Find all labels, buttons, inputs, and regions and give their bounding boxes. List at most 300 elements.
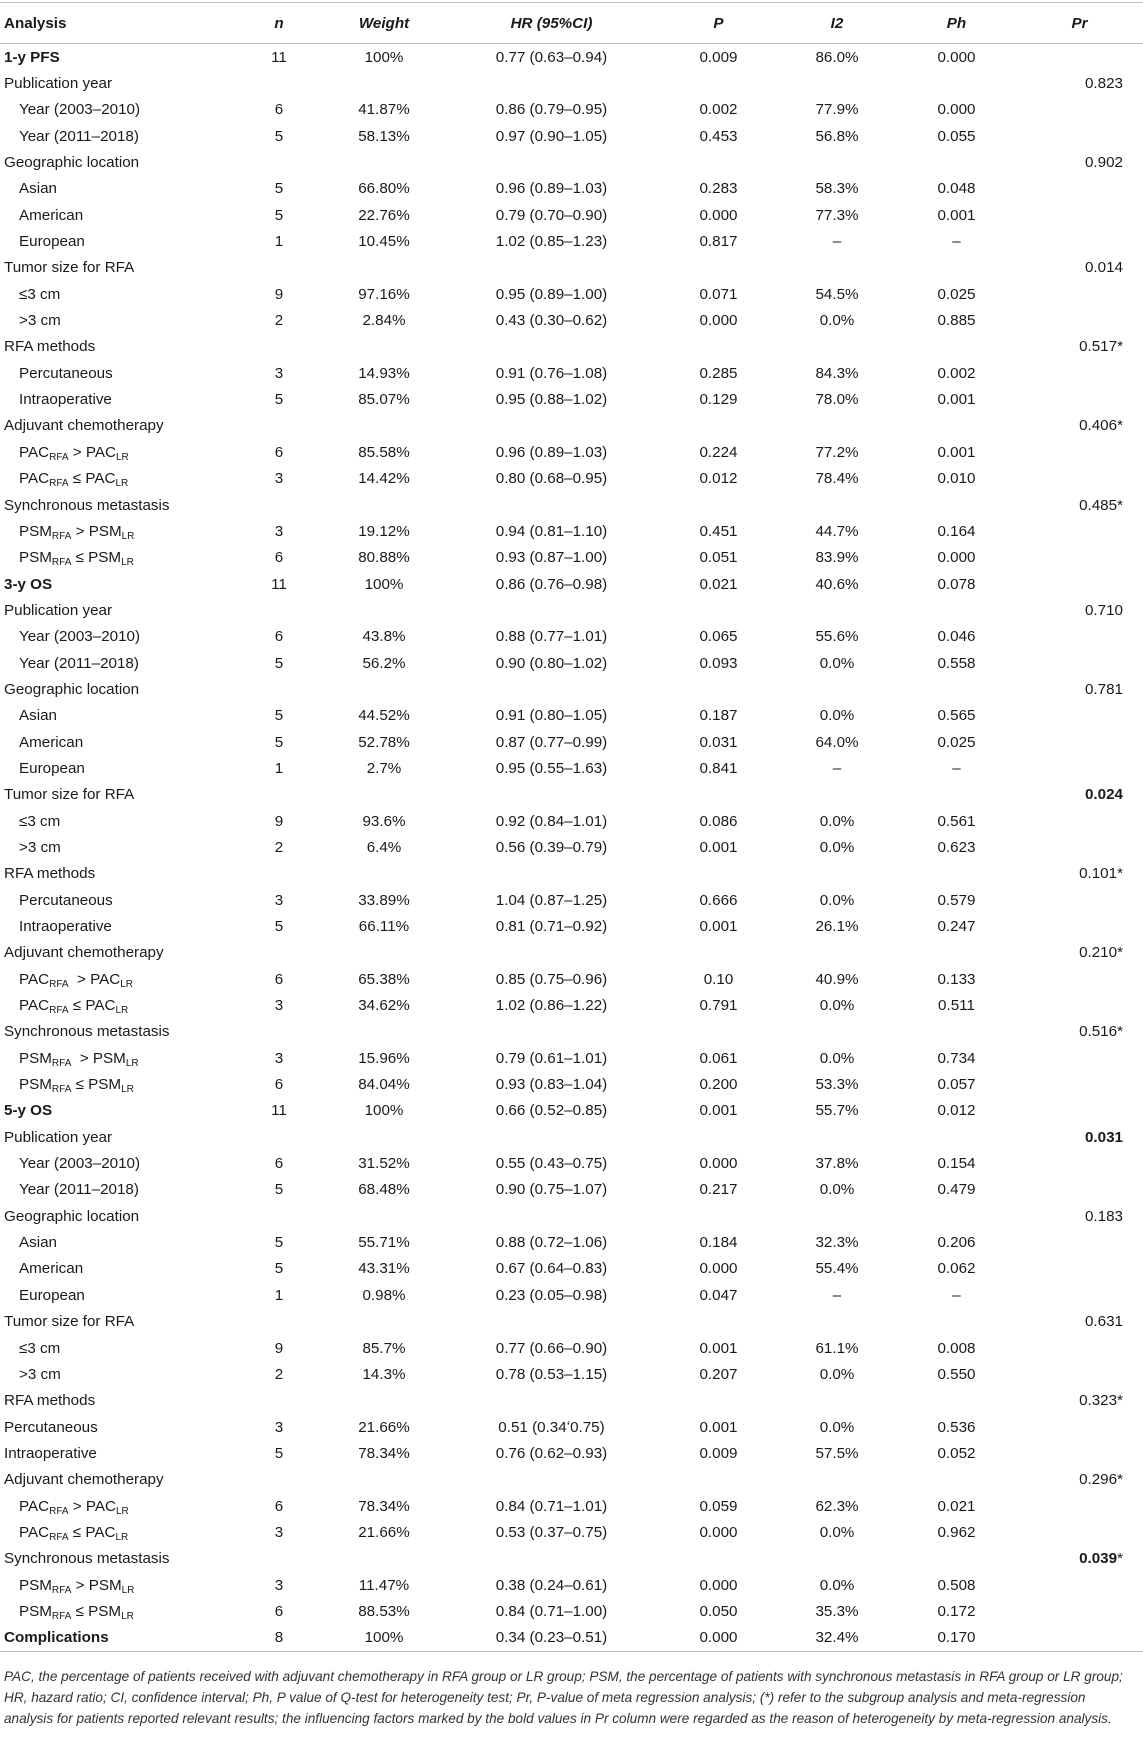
empty-cell — [897, 861, 1016, 887]
cell-p: 0.217 — [699, 1181, 738, 1199]
cell-ph: 0.154 — [937, 1155, 976, 1173]
table-row — [0, 518, 1143, 544]
cell-pr — [1016, 940, 1143, 966]
cell-pr — [1016, 360, 1143, 386]
row-label — [0, 992, 233, 1018]
cell-ph: 0.062 — [937, 1260, 976, 1278]
cell-n: 11 — [271, 575, 287, 593]
cell-weight: 100% — [364, 575, 404, 593]
table-row — [0, 861, 1143, 887]
pr-value: 0.183 — [1084, 1207, 1123, 1225]
cell-ph: – — [952, 1286, 961, 1304]
label-term-a: PAC — [19, 970, 50, 988]
cell-hr: 0.95 (0.88–1.02) — [495, 391, 608, 409]
row-label: European — [19, 1286, 85, 1304]
cell-p: 0.285 — [699, 364, 738, 382]
label-sub-a: RFA — [49, 1531, 69, 1543]
empty-cell — [660, 940, 777, 966]
empty-cell — [325, 70, 443, 96]
cell-p: 0.000 — [699, 1523, 738, 1541]
cell-n: 2 — [274, 312, 284, 330]
empty-cell — [325, 1467, 443, 1493]
table-row — [0, 1361, 1143, 1387]
empty-cell — [777, 334, 897, 360]
cell-p: 0.061 — [699, 1049, 738, 1067]
cell-ph: 0.000 — [937, 101, 976, 119]
cell-p: 0.000 — [699, 312, 738, 330]
table-row — [0, 729, 1143, 755]
cell-p: 0.841 — [699, 759, 738, 777]
cell-i2: 37.8% — [815, 1155, 859, 1173]
empty-cell — [443, 861, 660, 887]
cell-weight: 85.7% — [362, 1339, 406, 1357]
cell-hr: 0.77 (0.66–0.90) — [495, 1339, 608, 1357]
row-label: European — [19, 233, 85, 251]
table-row — [0, 887, 1143, 913]
empty-cell — [777, 861, 897, 887]
cell-pr — [1016, 782, 1143, 808]
cell-p: 0.791 — [699, 997, 738, 1015]
empty-cell — [777, 1124, 897, 1150]
cell-weight: 0.98% — [362, 1286, 406, 1304]
pr-value: 0.823 — [1084, 75, 1123, 93]
cell-i2: 0.0% — [819, 1523, 855, 1541]
cell-i2: 35.3% — [815, 1602, 859, 1620]
header-weight: Weight — [325, 3, 443, 44]
cell-ph: 0.055 — [937, 127, 976, 145]
cell-p: 0.187 — [699, 707, 738, 725]
row-label: Tumor size for RFA — [4, 786, 135, 804]
pr-value: 0.014 — [1084, 259, 1123, 277]
table-row — [0, 1335, 1143, 1361]
table-row — [0, 571, 1143, 597]
row-label — [0, 466, 233, 492]
cell-hr: 0.93 (0.87–1.00) — [495, 549, 608, 567]
row-label — [0, 1598, 233, 1624]
pr-value: 0.039 — [1079, 1550, 1118, 1568]
cell-p: 0.129 — [699, 391, 738, 409]
cell-n: 6 — [274, 549, 284, 567]
cell-weight: 43.31% — [358, 1260, 410, 1278]
cell-hr: 0.93 (0.83–1.04) — [495, 1076, 608, 1094]
label-term-b: PSM — [88, 1576, 122, 1594]
row-label — [0, 1045, 233, 1071]
cell-n: 3 — [274, 891, 284, 909]
cell-hr: 0.85 (0.75–0.96) — [495, 970, 608, 988]
label-operator: ≤ — [71, 1076, 89, 1094]
cell-p: 0.453 — [699, 127, 738, 145]
empty-cell — [443, 255, 660, 281]
cell-n: 11 — [271, 48, 287, 66]
cell-p: 0.050 — [699, 1602, 738, 1620]
cell-weight: 100% — [364, 48, 404, 66]
label-term-a: PSM — [19, 549, 52, 567]
cell-pr — [1016, 1098, 1143, 1124]
cell-i2: 40.6% — [815, 575, 859, 593]
cell-pr — [1016, 281, 1143, 307]
cell-hr: 0.96 (0.89–1.03) — [495, 443, 608, 461]
pr-value: 0.631 — [1084, 1313, 1123, 1331]
table-row — [0, 940, 1143, 966]
cell-pr — [1016, 466, 1143, 492]
cell-i2: 0.0% — [819, 838, 855, 856]
empty-cell — [660, 1309, 777, 1335]
cell-i2: 77.3% — [815, 206, 859, 224]
cell-i2: 86.0% — [815, 48, 859, 66]
cell-weight: 43.8% — [362, 628, 406, 646]
empty-cell — [897, 1388, 1016, 1414]
cell-p: 0.093 — [699, 654, 738, 672]
cell-i2: 84.3% — [815, 364, 859, 382]
cell-weight: 66.11% — [358, 918, 410, 936]
pr-star: * — [1117, 338, 1123, 356]
empty-cell — [233, 1124, 325, 1150]
empty-cell — [443, 1019, 660, 1045]
table-row — [0, 1045, 1143, 1071]
row-label: >3 cm — [19, 312, 61, 330]
cell-p: 0.047 — [699, 1286, 738, 1304]
cell-n: 3 — [274, 1576, 284, 1594]
cell-ph: 0.962 — [937, 1523, 976, 1541]
cell-n: 3 — [274, 364, 284, 382]
cell-n: 3 — [274, 470, 284, 488]
row-label: Asian — [19, 1234, 57, 1252]
cell-weight: 31.52% — [358, 1155, 410, 1173]
cell-pr — [1016, 176, 1143, 202]
cell-pr — [1016, 439, 1143, 465]
empty-cell — [897, 782, 1016, 808]
empty-cell — [325, 1124, 443, 1150]
cell-n: 6 — [274, 443, 284, 461]
cell-ph: 0.052 — [937, 1444, 976, 1462]
cell-pr — [1016, 861, 1143, 887]
empty-cell — [660, 1203, 777, 1229]
empty-cell — [443, 597, 660, 623]
cell-p: 0.071 — [699, 285, 738, 303]
cell-weight: 33.89% — [358, 891, 410, 909]
cell-hr: 0.96 (0.89–1.03) — [495, 180, 608, 198]
row-label: RFA methods — [4, 865, 96, 883]
row-label: Publication year — [4, 75, 113, 93]
cell-pr — [1016, 1150, 1143, 1176]
cell-pr — [1016, 597, 1143, 623]
table-row — [0, 650, 1143, 676]
cell-i2: 0.0% — [819, 1576, 855, 1594]
table-row — [0, 1229, 1143, 1255]
row-label: Tumor size for RFA — [4, 259, 135, 277]
cell-n: 9 — [274, 812, 284, 830]
cell-pr — [1016, 202, 1143, 228]
cell-pr — [1016, 123, 1143, 149]
cell-pr — [1016, 149, 1143, 175]
cell-weight: 80.88% — [358, 549, 410, 567]
cell-pr — [1016, 70, 1143, 96]
cell-n: 11 — [271, 1102, 287, 1120]
table-row — [0, 1414, 1143, 1440]
cell-i2: 0.0% — [819, 1418, 855, 1436]
cell-ph: 0.623 — [937, 838, 976, 856]
cell-i2: 0.0% — [819, 891, 855, 909]
empty-cell — [660, 861, 777, 887]
cell-i2: 78.0% — [815, 391, 859, 409]
pr-value: 0.406 — [1079, 417, 1118, 435]
empty-cell — [660, 149, 777, 175]
pr-value: 0.902 — [1084, 154, 1123, 172]
cell-pr — [1016, 1282, 1143, 1308]
cell-pr — [1016, 913, 1143, 939]
label-term-b: PAC — [85, 470, 116, 488]
cell-pr — [1016, 1414, 1143, 1440]
cell-hr: 0.77 (0.63–0.94) — [495, 48, 608, 66]
table-row — [0, 1572, 1143, 1598]
empty-cell — [325, 1309, 443, 1335]
row-label: ≤3 cm — [19, 285, 61, 303]
empty-cell — [660, 676, 777, 702]
cell-n: 6 — [274, 1155, 284, 1173]
cell-n: 3 — [274, 1049, 284, 1067]
cell-weight: 85.07% — [358, 391, 410, 409]
cell-pr — [1016, 1493, 1143, 1519]
cell-n: 3 — [274, 522, 284, 540]
cell-pr — [1016, 1625, 1143, 1652]
header-analysis: Analysis — [0, 3, 233, 44]
label-operator: ≤ — [71, 1602, 89, 1620]
label-sub-b: LR — [120, 978, 133, 990]
cell-p: 0.000 — [699, 1260, 738, 1278]
cell-i2: – — [832, 759, 842, 777]
empty-cell — [233, 676, 325, 702]
cell-n: 2 — [274, 1365, 284, 1383]
cell-i2: 77.9% — [815, 101, 859, 119]
table-row — [0, 492, 1143, 518]
cell-p: 0.012 — [699, 470, 738, 488]
label-sub-a: RFA — [51, 1584, 72, 1596]
row-label — [0, 1572, 233, 1598]
empty-cell — [777, 1309, 897, 1335]
table-footnote: PAC, the percentage of patients received with adjuvant chemotherapy in RFA group or LR group; PSM, the percentage of patients with synchronous metastasis in RFA group or LR group; HR, hazard ratio; CI, confidence interval; Ph, P value of Q-test for heterogeneity test; Pr, P-value of meta regression analysis; (*) refer to the subgroup analysis and meta-regression analysis for patients reported relevant results; the influencing factors marked by the bold values in Pr column were regarded as the reason of heterogeneity by meta-regression analysis. — [4, 1668, 1123, 1726]
row-label: Geographic location — [4, 154, 140, 172]
cell-ph: 0.001 — [937, 443, 976, 461]
cell-n: 5 — [274, 127, 284, 145]
cell-weight: 93.6% — [362, 812, 406, 830]
cell-i2: 26.1% — [815, 918, 859, 936]
table-row — [0, 1019, 1143, 1045]
empty-cell — [443, 1203, 660, 1229]
table-row — [0, 1098, 1143, 1124]
cell-n: 5 — [274, 180, 284, 198]
pr-value: 0.024 — [1084, 786, 1123, 804]
empty-cell — [660, 597, 777, 623]
cell-p: 0.001 — [699, 1102, 738, 1120]
table-row — [0, 1388, 1143, 1414]
header-ph: Ph — [897, 3, 1016, 44]
empty-cell — [325, 940, 443, 966]
row-label: 3-y OS — [4, 575, 53, 593]
row-label: American — [19, 1260, 84, 1278]
empty-cell — [777, 597, 897, 623]
cell-weight: 10.45% — [358, 233, 410, 251]
table-row — [0, 176, 1143, 202]
row-label: American — [19, 733, 84, 751]
empty-cell — [325, 597, 443, 623]
label-operator: ≤ — [68, 997, 86, 1015]
empty-cell — [443, 492, 660, 518]
pr-value: 0.516 — [1079, 1023, 1118, 1041]
cell-ph: – — [952, 233, 961, 251]
empty-cell — [897, 413, 1016, 439]
cell-pr — [1016, 1440, 1143, 1466]
label-sub-b: LR — [115, 1531, 129, 1543]
empty-cell — [777, 149, 897, 175]
cell-p: 0.001 — [699, 1418, 738, 1436]
empty-cell — [325, 413, 443, 439]
cell-hr: 0.91 (0.80–1.05) — [495, 707, 608, 725]
cell-hr: 0.86 (0.79–0.95) — [495, 101, 608, 119]
empty-cell — [777, 492, 897, 518]
table-row — [0, 966, 1143, 992]
cell-ph: 0.511 — [938, 997, 975, 1015]
pr-star: * — [1117, 1471, 1123, 1489]
cell-weight: 88.53% — [358, 1602, 410, 1620]
cell-n: 5 — [274, 654, 284, 672]
empty-cell — [897, 149, 1016, 175]
label-term-a: PSM — [19, 1076, 52, 1094]
empty-cell — [443, 413, 660, 439]
label-term-b: PSM — [88, 1076, 122, 1094]
empty-cell — [233, 1467, 325, 1493]
cell-weight: 56.2% — [362, 654, 406, 672]
cell-weight: 14.3% — [362, 1365, 406, 1383]
cell-p: 0.666 — [699, 891, 738, 909]
cell-p: 0.086 — [699, 812, 738, 830]
row-label: >3 cm — [19, 1365, 61, 1383]
row-label — [0, 1071, 233, 1097]
row-label: RFA methods — [4, 338, 96, 356]
row-label: Adjuvant chemotherapy — [4, 944, 164, 962]
cell-n: 6 — [274, 970, 284, 988]
cell-pr — [1016, 492, 1143, 518]
cell-n: 6 — [274, 101, 284, 119]
meta-analysis-table — [0, 2, 1143, 1652]
cell-weight: 2.7% — [366, 759, 402, 777]
label-sub-b: LR — [125, 1057, 139, 1069]
empty-cell — [443, 782, 660, 808]
cell-n: 2 — [274, 838, 284, 856]
label-operator: ≤ — [71, 549, 89, 567]
cell-i2: 53.3% — [815, 1076, 859, 1094]
cell-hr: 0.94 (0.81–1.10) — [495, 522, 608, 540]
cell-pr — [1016, 887, 1143, 913]
pr-star: * — [1117, 1023, 1123, 1041]
empty-cell — [443, 70, 660, 96]
label-sub-b: LR — [115, 451, 129, 463]
row-label: American — [19, 206, 84, 224]
table-row — [0, 1124, 1143, 1150]
label-term-b: PAC — [85, 1523, 116, 1541]
row-label — [0, 1493, 233, 1519]
row-label: Intraoperative — [19, 918, 112, 936]
row-label: Asian — [19, 707, 57, 725]
cell-n: 1 — [274, 759, 284, 777]
table-row — [0, 1309, 1143, 1335]
cell-pr — [1016, 1045, 1143, 1071]
cell-pr — [1016, 966, 1143, 992]
table-row — [0, 913, 1143, 939]
cell-pr — [1016, 255, 1143, 281]
empty-cell — [233, 1203, 325, 1229]
empty-cell — [443, 334, 660, 360]
table-row — [0, 755, 1143, 781]
cell-pr — [1016, 1203, 1143, 1229]
cell-hr: 0.38 (0.24–0.61) — [495, 1576, 608, 1594]
cell-p: 0.000 — [660, 1625, 777, 1652]
cell-ph: 0.025 — [937, 285, 976, 303]
pr-value: 0.517 — [1079, 338, 1118, 356]
label-operator: > — [71, 522, 89, 540]
cell-weight: 21.66% — [358, 1418, 410, 1436]
cell-pr — [1016, 1388, 1143, 1414]
cell-hr: 0.79 (0.61–1.01) — [495, 1049, 608, 1067]
row-label: Percutaneous — [19, 364, 113, 382]
cell-weight: 15.96% — [358, 1049, 410, 1067]
cell-pr — [1016, 1361, 1143, 1387]
table-row — [0, 149, 1143, 175]
table-row — [0, 413, 1143, 439]
label-term-b: PAC — [85, 997, 116, 1015]
cell-n: 5 — [274, 206, 284, 224]
empty-cell — [897, 255, 1016, 281]
cell-ph: 0.579 — [937, 891, 976, 909]
row-label: Publication year — [4, 601, 113, 619]
cell-pr — [1016, 755, 1143, 781]
cell-n: 9 — [274, 1339, 284, 1357]
label-term-a: PSM — [19, 522, 52, 540]
row-label: >3 cm — [19, 838, 61, 856]
label-term-b: PSM — [92, 1049, 126, 1067]
row-label — [0, 545, 233, 571]
cell-i2: 56.8% — [815, 127, 859, 145]
cell-ph: 0.008 — [937, 1339, 976, 1357]
label-term-a: PSM — [19, 1576, 52, 1594]
empty-cell — [443, 940, 660, 966]
cell-p: 0.000 — [699, 206, 738, 224]
cell-weight: 78.34% — [358, 1444, 410, 1462]
cell-n: 6 — [274, 1076, 284, 1094]
cell-p: 0.207 — [699, 1365, 738, 1383]
cell-weight: 6.4% — [366, 838, 402, 856]
cell-hr: 0.95 (0.55–1.63) — [495, 759, 608, 777]
cell-n: 9 — [274, 285, 284, 303]
row-label: ≤3 cm — [19, 812, 61, 830]
empty-cell — [443, 676, 660, 702]
cell-n: 8 — [233, 1625, 325, 1652]
cell-i2: 61.1% — [815, 1339, 859, 1357]
cell-hr: 0.86 (0.76–0.98) — [495, 575, 608, 593]
table-row — [0, 1493, 1143, 1519]
cell-p: 0.009 — [699, 48, 738, 66]
cell-ph: 0.133 — [937, 970, 976, 988]
pr-star: * — [1117, 1550, 1123, 1568]
cell-ph: 0.734 — [937, 1049, 976, 1067]
cell-i2: 62.3% — [815, 1497, 859, 1515]
cell-pr — [1016, 518, 1143, 544]
table-row — [0, 70, 1143, 96]
empty-cell — [660, 70, 777, 96]
cell-weight: 84.04% — [358, 1076, 410, 1094]
table-row — [0, 334, 1143, 360]
cell-weight: 66.80% — [358, 180, 410, 198]
cell-ph: 0.206 — [937, 1234, 976, 1252]
